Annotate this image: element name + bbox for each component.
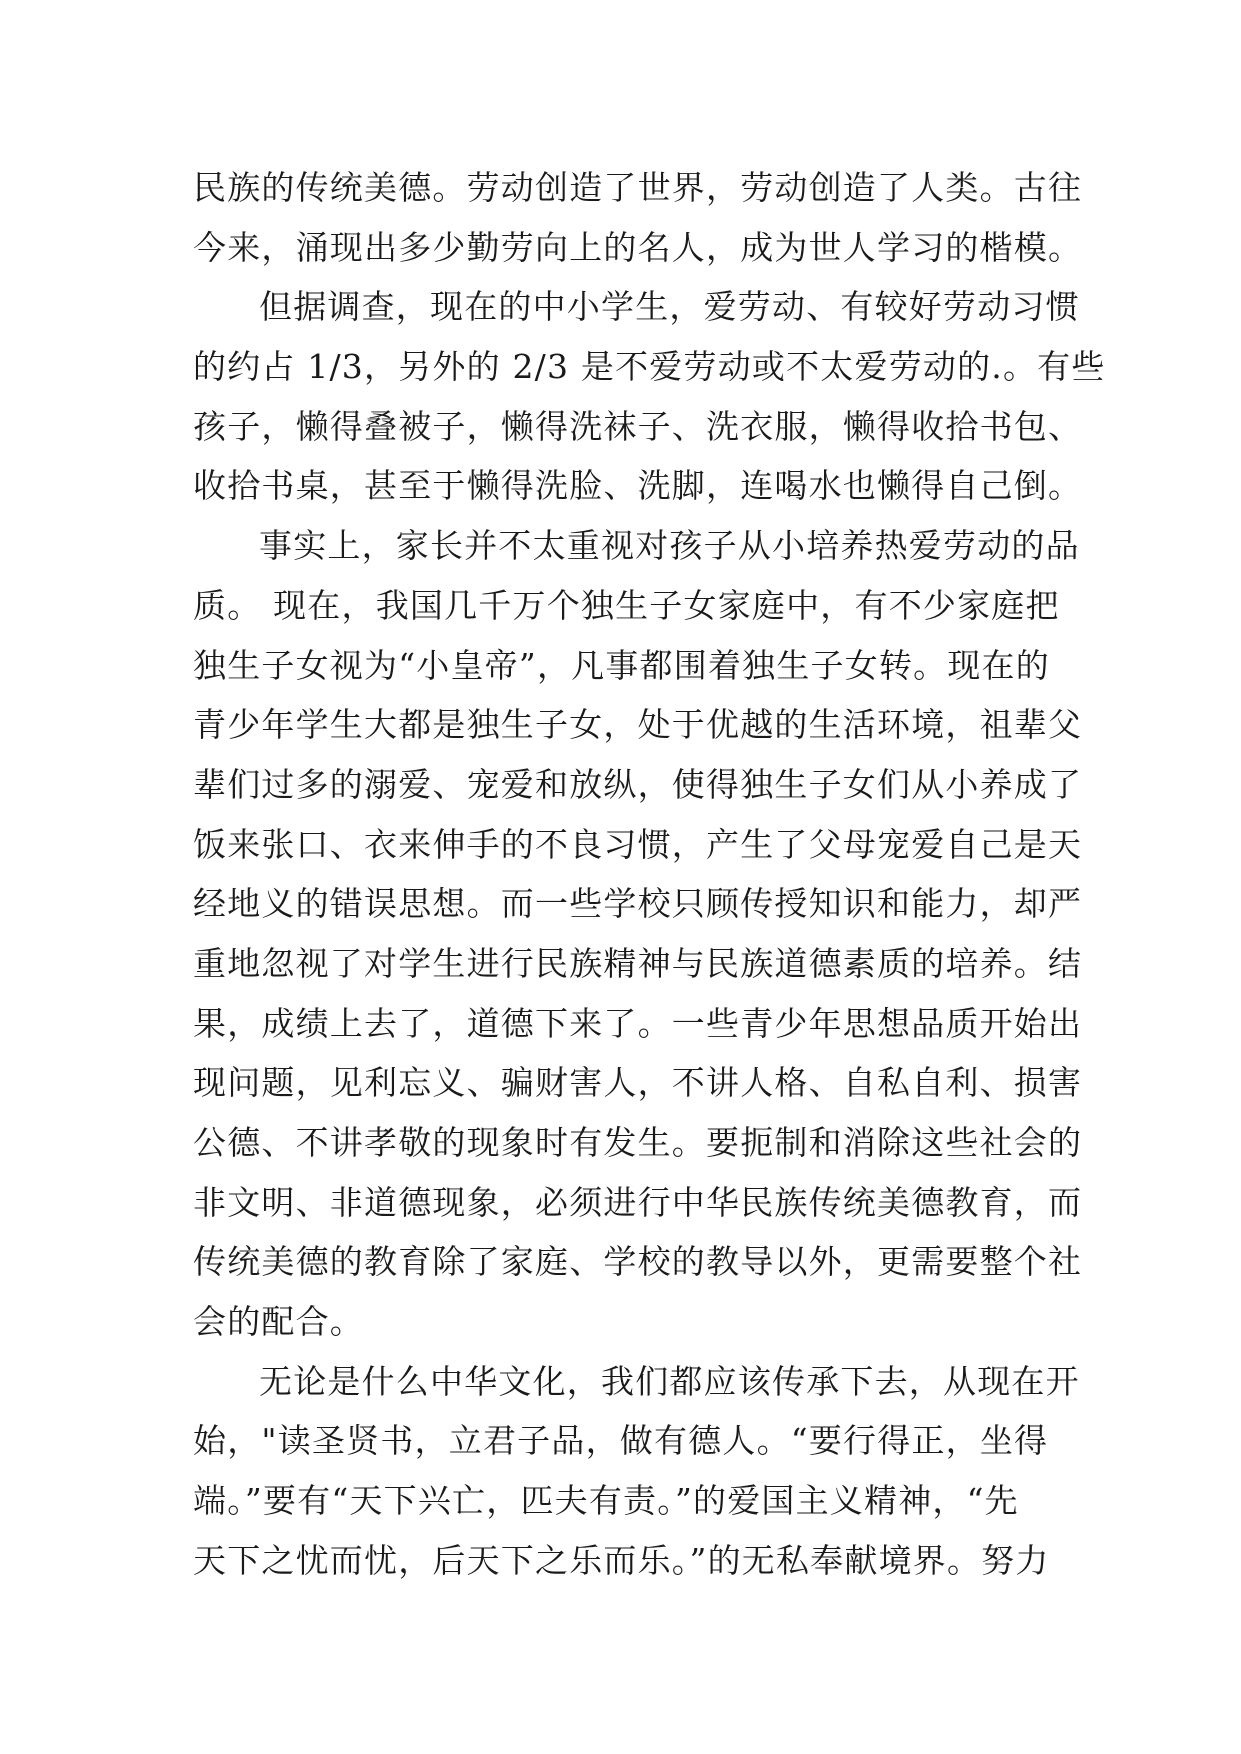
document-body	[193, 158, 1106, 1591]
text-line: 饭来张口、衣来伸手的不良习惯，产生了父母宠爱自己是天	[193, 824, 1083, 864]
text-line: 公德、不讲孝敬的现象时有发生。要扼制和消除这些社会的	[193, 1123, 1083, 1162]
text-line: 民族的传统美德。劳动创造了世界，劳动创造了人类。古往	[193, 168, 1083, 207]
text-line: 但据调查，现在的中小学生，爱劳动、有较好劳动习惯	[259, 287, 1080, 327]
text-line: 独生子女视为“小皇帝”，凡事都围着独生子女转。现在的	[193, 645, 1050, 685]
text-line: 始，"读圣贤书，立君子品，做有德人。“要行得正，坐得	[193, 1421, 1049, 1461]
text-line: 经地义的错误思想。而一些学校只顾传授知识和能力，却严	[193, 884, 1083, 924]
text-line: 事实上，家长并不太重视对孩子从小培养热爱劳动的品	[259, 526, 1080, 566]
text-line: 质。 现在，我国几千万个独生子女家庭中，有不少家庭把	[193, 585, 1060, 625]
text-line: 无论是什么中华文化，我们都应该传承下去，从现在开	[259, 1361, 1080, 1401]
text-line: 果，成绩上去了，道德下来了。一些青少年思想品质开始出	[193, 1003, 1083, 1043]
text-line: 收拾书桌，甚至于懒得洗脸、洗脚，连喝水也懒得自己倒。	[193, 466, 1083, 506]
text-line: 的约占 1/3，另外的 2/3 是不爱劳动或不太爱劳动的.。有些	[193, 347, 1106, 387]
text-line: 天下之忧而忧，后天下之乐而乐。”的无私奉献境界。努力	[193, 1540, 1050, 1580]
text-line: 青少年学生大都是独生子女，处于优越的生活环境，祖辈父	[193, 705, 1083, 745]
text-line: 端。”要有“天下兴亡，匹夫有责。”的爱国主义精神，“先	[193, 1481, 1019, 1521]
text-line: 孩子，懒得叠被子，懒得洗袜子、洗衣服，懒得收拾书包、	[193, 406, 1083, 446]
text-line: 现问题，见利忘义、骗财害人，不讲人格、自私自利、损害	[193, 1063, 1083, 1103]
text-line: 传统美德的教育除了家庭、学校的教导以外，更需要整个社	[193, 1242, 1083, 1282]
text-line: 辈们过多的溺爱、宠爱和放纵，使得独生子女们从小养成了	[193, 764, 1083, 804]
text-line: 今来，涌现出多少勤劳向上的名人，成为世人学习的楷模。	[193, 227, 1083, 267]
text-line: 会的配合。	[193, 1302, 364, 1342]
text-line: 非文明、非道德现象，必须进行中华民族传统美德教育，而	[193, 1182, 1083, 1222]
text-line: 重地忽视了对学生进行民族精神与民族道德素质的培养。结	[193, 943, 1083, 983]
